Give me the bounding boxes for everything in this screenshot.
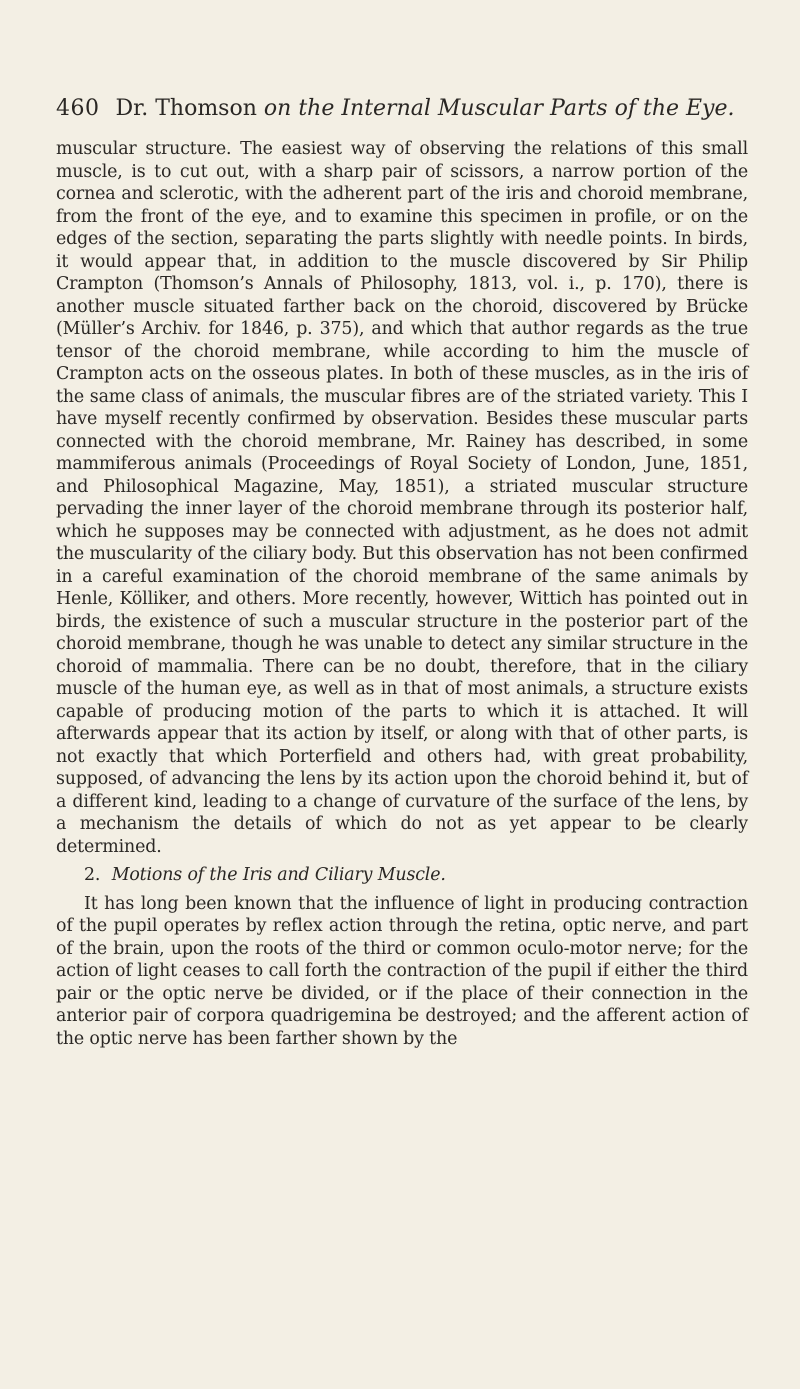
paragraph-continued: muscular structure. The easiest way of observing the relations of this small muscle, is to cut out, with a sharp pair of scissors, a narrow portion of the cornea and sclerotic, with the adherent part of the iris and choroid membrane, from the front of the eye, and to examine this specimen in profile, or on the edges of the section, separating the parts slightly with needle points. In birds, it would appear that, in addition to the muscle discovered by Sir Philip Crampton (Thomson’s Annals of Philosophy, 1813, vol. i., p. 170), there is another muscle situated farther back on the choroid, discovered by Brücke (Müller’s Archiv. for 1846, p. 375), and which that author regards as the true tensor of the choroid membrane, while according to him the muscle of Crampton acts on the osseous plates. In both of these muscles, as in the iris of the same class of animals, the muscular fibres are of the striated variety. This I have myself recently confirmed by observation. Besides these muscular parts connected with the choroid membrane, Mr. Rainey has described, in some mammiferous animals (Proceedings of Royal Society of London, June, 1851, and Philosophical Magazine, May, 1851), a striated muscular structure pervading the inner layer of the choroid membrane through its posterior half, which he supposes may be connected with adjustment, as he does not admit the muscularity of the ciliary body. But this observation has not been confirmed in a careful examination of the choroid membrane of the same animals by Henle, Kölliker, and others. More recently, however, Wittich has pointed out in birds, the existence of such a muscular structure in the posterior part of the choroid membrane, though he was unable to detect any similar structure in the choroid of mammalia. There can be no doubt, therefore, that in the ciliary muscle of the human eye, as well as in that of most animals, a structure exists capable of producing motion of the parts to which it is attached. It will afterwards appear that its action by itself, or along with that of other parts, is not exactly that which Porterfield and others had, with great probability, supposed, of advancing the lens by its action upon the choroid behind it, but of a different kind, leading to a change of curvature of the surface of the lens, by a mechanism the details of which do not as yet appear to be clearly determined. (56, 139, 748, 857)
paragraph: It has long been known that the influence of light in producing contraction of the pupil operates by reflex action through the retina, optic nerve, and part of the brain, upon the roots of the third or common oculo-motor nerve; for the action of light ceases to call forth the contraction of the pupil if either the third pair or the optic nerve be divided, or if the place of their connection in the anterior pair of corpora quadrigemina be destroyed; and the afferent action of the optic nerve has been farther shown by the (56, 893, 748, 1049)
running-head (56, 96, 748, 122)
running-head-author: Dr. Thomson (115, 96, 257, 121)
section-heading (56, 864, 748, 887)
running-head-title: the Internal Muscular Parts of the Eye. (298, 96, 735, 121)
section-title: Motions of the Iris and Ciliary Muscle. (111, 865, 446, 885)
page-number: 460 (56, 96, 100, 121)
body-text (56, 138, 748, 1050)
running-head-on: on (263, 96, 292, 121)
section-number: 2. (84, 865, 101, 885)
